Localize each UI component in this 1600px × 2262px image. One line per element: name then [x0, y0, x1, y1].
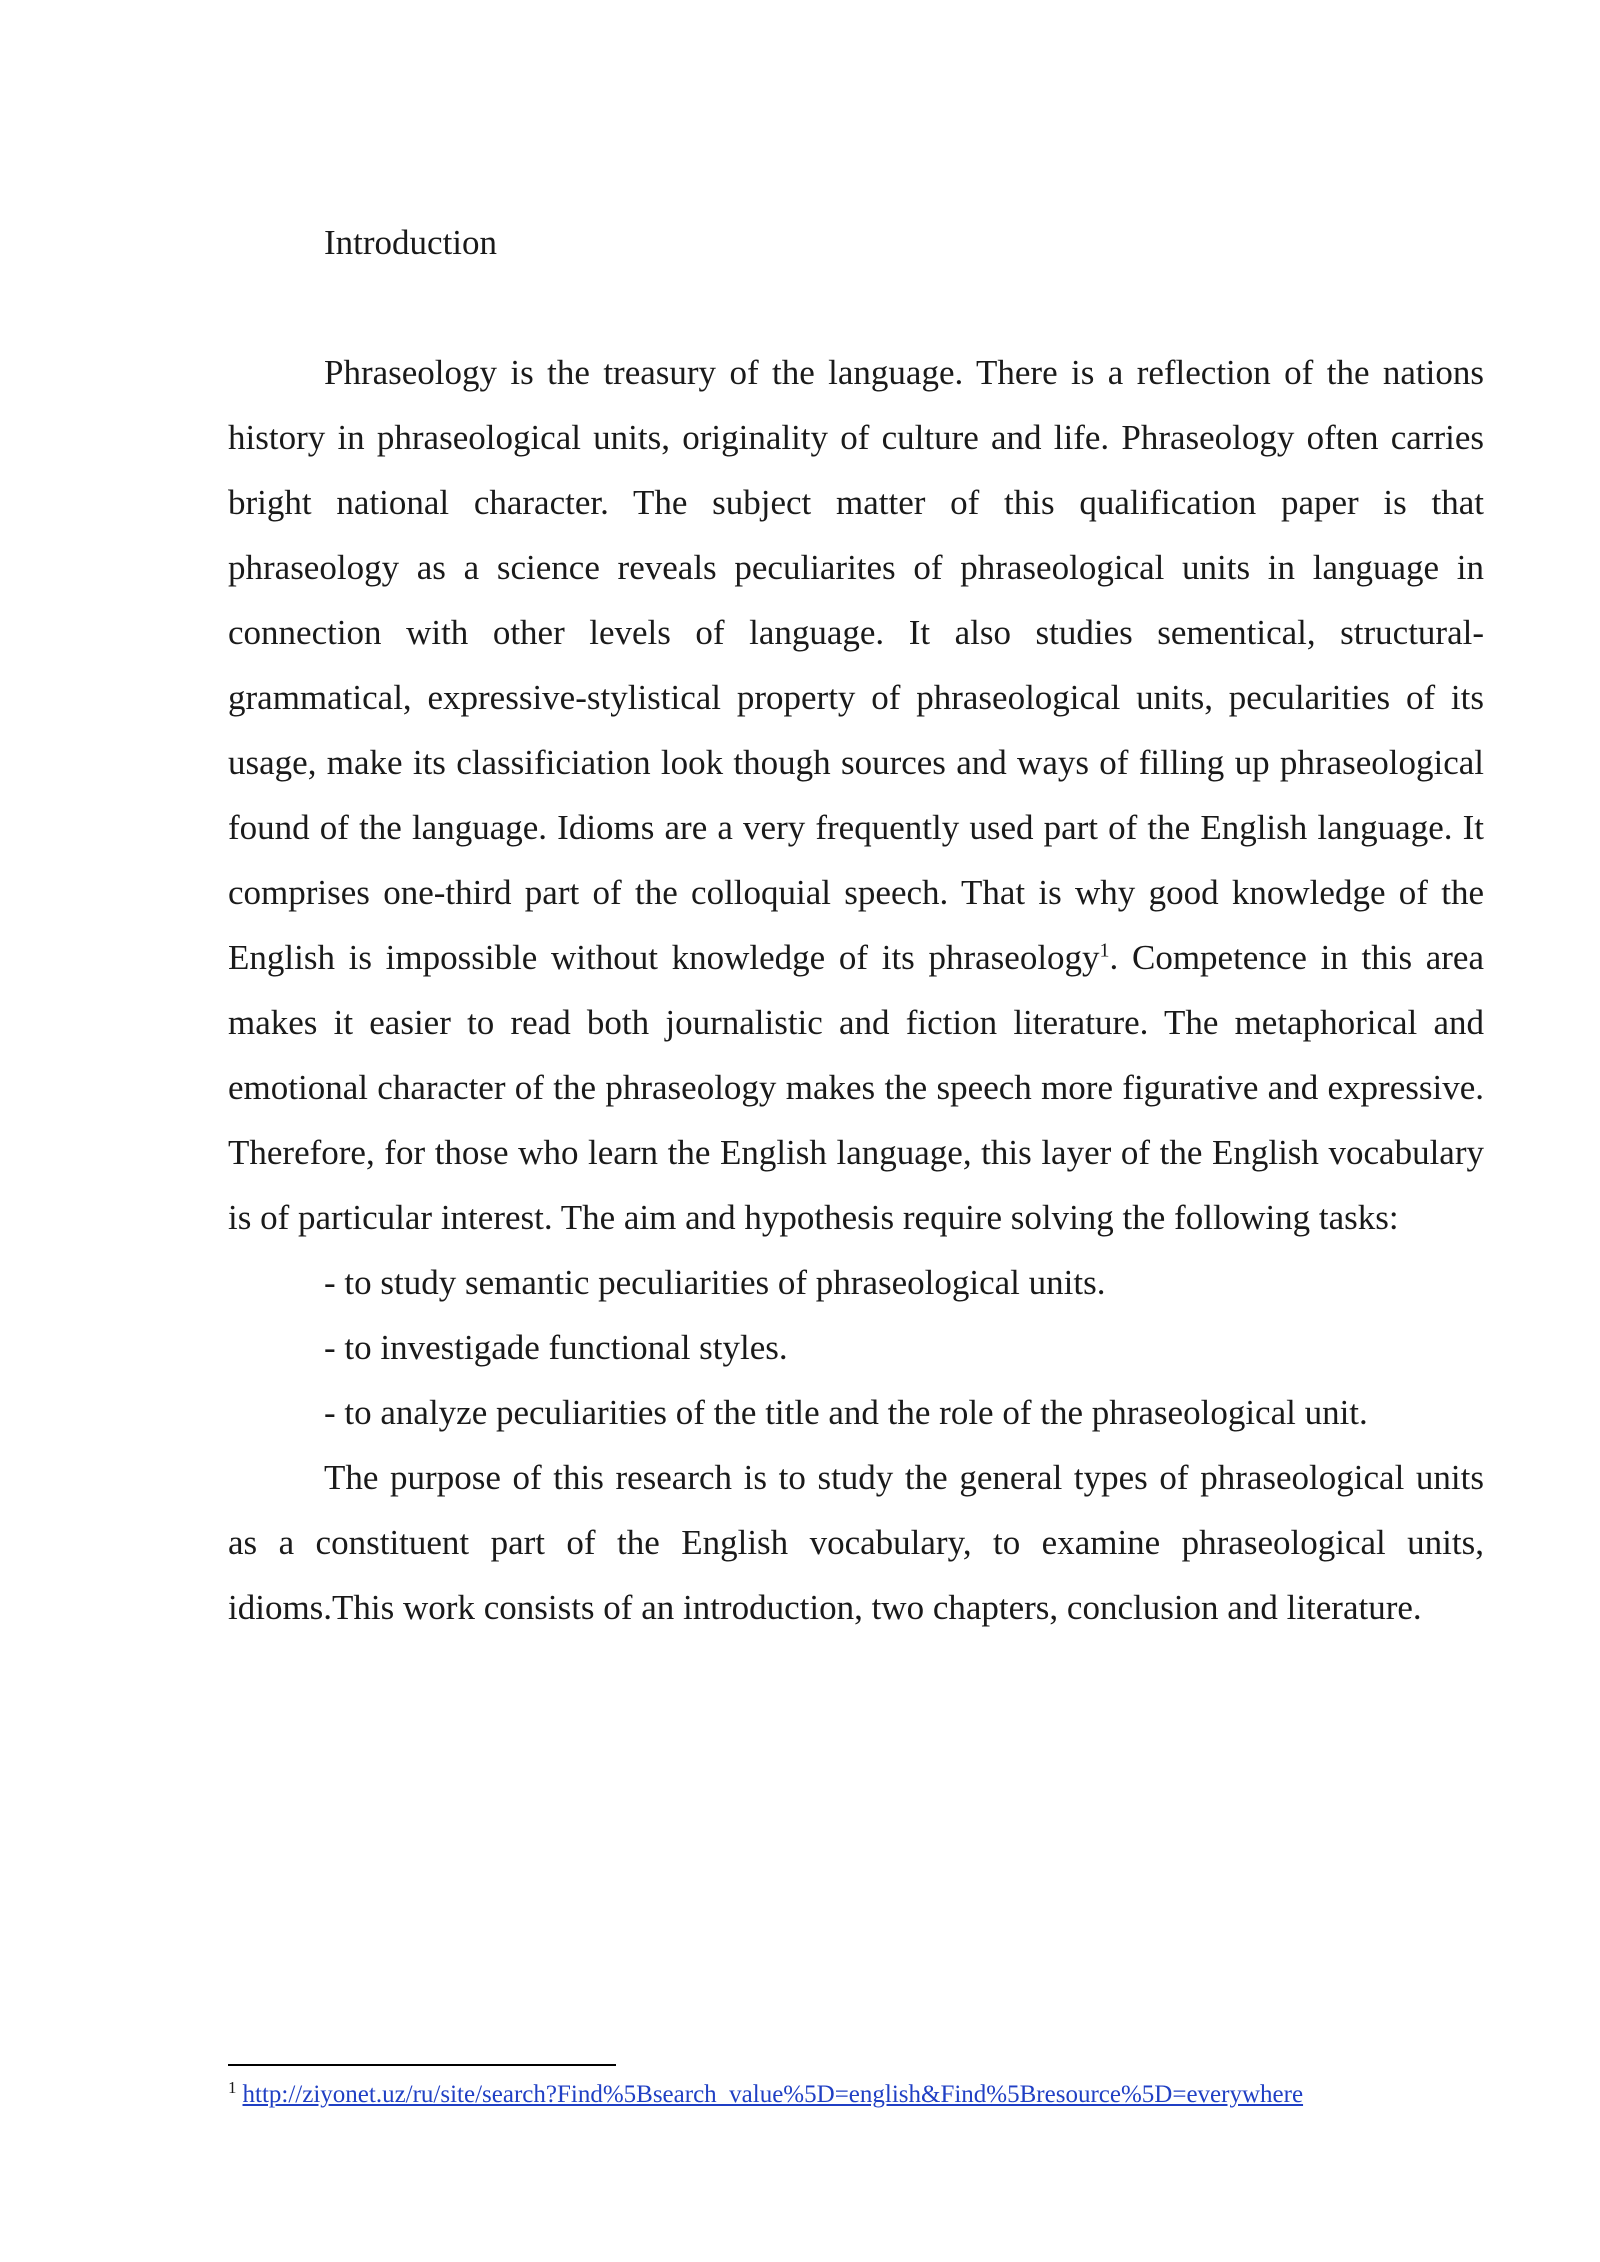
task-item-2: - to investigade functional styles. [324, 1328, 788, 1367]
footnote-link[interactable]: http://ziyonet.uz/ru/site/search?Find%5Bsearch_value%5D=english&Find%5Bresource%5D=everywhere [242, 2081, 1304, 2108]
purpose-paragraph: The purpose of this research is to study the general types of phraseological units as a constituent part of the English vocabulary, to examine phraseological units, idioms.This work consists of an introduction, two chapters, conclusion and literature. [228, 1458, 1484, 1627]
footnote-marker: 1 [228, 2077, 237, 2097]
footnote-reference[interactable]: 1 [1099, 939, 1110, 962]
intro-paragraph-text-start: Phraseology is the treasury of the language. There is a reflection of the nations history in phraseological units, originality of culture and life. Phraseology often carries bright national character. The subject matter of this qualification paper is that phraseology as a science reveals peculiarites of phraseological units in language in connection with other levels of language. It also studies sementical, structural-grammatical, expressive-stylistical property of phraseological units, pecularities of its usage, make its classificiation look though sources and ways of filling up phraseological found of the language. Idioms are a very frequently used part of the English language. It comprises one-third part of the colloquial speech. That is why good knowledge of the English is impossible without knowledge of its phraseology [228, 353, 1484, 977]
heading-spacer [228, 275, 1484, 340]
intro-paragraph-text-end: . Competence in this area makes it easier to read both journalistic and fiction literature. The metaphorical and emotional character of the phraseology makes the speech more figurative and expressive. Therefore, for those who learn the English language, this layer of the English vocabulary is of particular interest. The aim and hypothesis require solving the following tasks: [228, 938, 1485, 1237]
footnote-separator [228, 2064, 616, 2066]
section-heading: Introduction [324, 223, 498, 262]
footnote [228, 2078, 1528, 2112]
intro-paragraph [228, 340, 1484, 1250]
document-body [228, 210, 1484, 1640]
task-item-3: - to analyze peculiarities of the title and the role of the phraseological unit. [324, 1393, 1368, 1432]
task-item-1: - to study semantic peculiarities of phraseological units. [324, 1263, 1106, 1302]
